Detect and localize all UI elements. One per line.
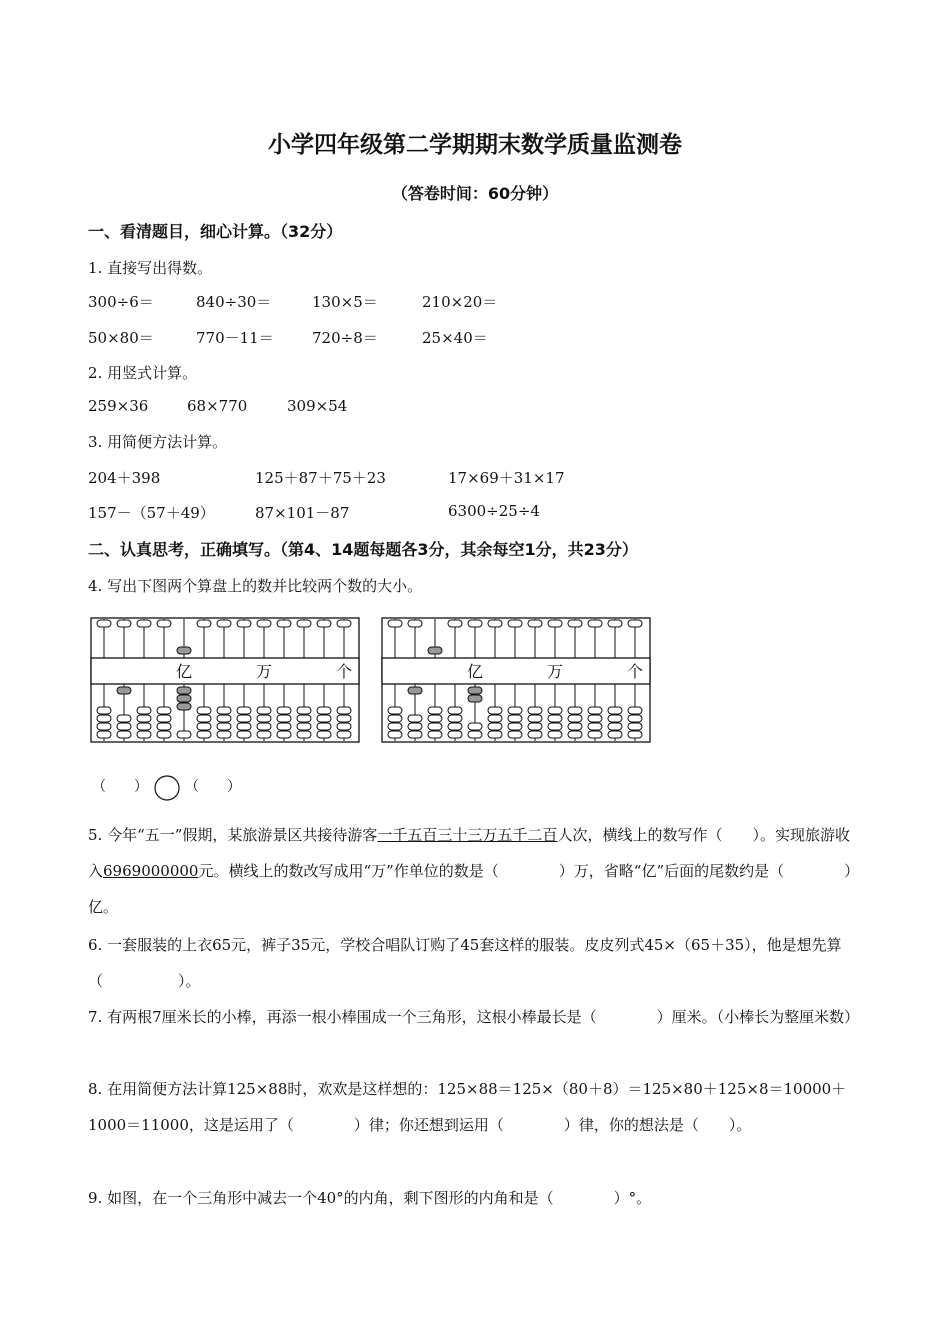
abacus-lower-bead	[488, 707, 502, 714]
abacus-place-label: 个	[626, 662, 644, 681]
q5-underlined-income: 6969000000	[103, 862, 199, 880]
abacus-lower-bead	[428, 707, 442, 714]
abacus-upper-bead	[277, 620, 291, 627]
abacus-lower-bead	[317, 715, 331, 722]
abacus-lower-bead	[157, 723, 171, 730]
q1-item: 840÷30＝	[196, 293, 272, 311]
q5	[88, 817, 863, 925]
abacus-lower-bead	[508, 731, 522, 738]
abacus-lower-bead	[337, 707, 351, 714]
q3-label: 3. 用简便方法计算。	[88, 433, 228, 451]
abacus-lower-bead	[177, 731, 191, 738]
abacus-upper-bead	[488, 620, 502, 627]
abacus-lower-bead	[488, 731, 502, 738]
abacus-lower-bead	[97, 731, 111, 738]
abacus-lower-bead	[297, 723, 311, 730]
abacus-lower-bead	[608, 715, 622, 722]
abacus-lower-bead	[237, 715, 251, 722]
abacus-lower-bead	[117, 715, 131, 722]
abacus-lower-bead	[197, 731, 211, 738]
abacus-place-label: 亿	[175, 662, 193, 681]
abacus-lower-bead	[217, 707, 231, 714]
abacus-lower-bead	[177, 687, 191, 694]
abacus-upper-bead	[257, 620, 271, 627]
q2-label: 2. 用竖式计算。	[88, 364, 198, 382]
q5-text-1: 5. 今年“五一”假期，某旅游景区共接待游客	[88, 826, 378, 844]
abacus-lower-bead	[508, 715, 522, 722]
abacus-lower-bead	[197, 723, 211, 730]
abacus-upper-bead	[428, 647, 442, 654]
abacus-upper-bead	[528, 620, 542, 627]
abacus-upper-bead	[388, 620, 402, 627]
abacus-upper-bead	[337, 620, 351, 627]
abacus-lower-bead	[548, 723, 562, 730]
q3-item: 125＋87＋75＋23	[255, 469, 386, 487]
abacus-upper-bead	[448, 620, 462, 627]
abacus-lower-bead	[317, 707, 331, 714]
abacus-lower-bead	[277, 707, 291, 714]
abacus-lower-bead	[217, 731, 231, 738]
abacus-lower-bead	[257, 731, 271, 738]
abacus-lower-bead	[468, 723, 482, 730]
abacus-lower-bead	[428, 731, 442, 738]
abacus-lower-bead	[508, 707, 522, 714]
abacus-lower-bead	[508, 723, 522, 730]
abacus-lower-bead	[528, 731, 542, 738]
q6: 6. 一套服装的上衣65元，裤子35元，学校合唱队订购了45套这样的服装。皮皮列式45×（65＋35），他是想先算（ ）。	[88, 936, 842, 990]
abacus-lower-bead	[548, 715, 562, 722]
abacus-upper-bead	[628, 620, 642, 627]
abacus-place-label: 万	[546, 662, 564, 681]
abacus-upper-bead	[468, 620, 482, 627]
abacus-lower-bead	[257, 715, 271, 722]
abacus-lower-bead	[157, 707, 171, 714]
abacus-lower-bead	[297, 707, 311, 714]
abacus-lower-bead	[277, 731, 291, 738]
q4-text: 4. 写出下图两个算盘上的数并比较两个数的大小。	[88, 577, 423, 595]
q7: 7. 有两根7厘米长的小棒，再添一根小棒围成一个三角形，这根小棒最长是（ ）厘米。（小棒长为整厘米数）	[88, 1008, 860, 1026]
q1-item: 130×5＝	[312, 293, 378, 311]
abacus-lower-bead	[468, 731, 482, 738]
abacus-lower-bead	[468, 687, 482, 694]
abacus-lower-bead	[588, 723, 602, 730]
abacus-lower-bead	[177, 695, 191, 702]
abacus-lower-bead	[257, 707, 271, 714]
abacus-lower-bead	[277, 715, 291, 722]
abacus-lower-bead	[468, 695, 482, 702]
abacus-lower-bead	[448, 707, 462, 714]
abacus-lower-bead	[237, 731, 251, 738]
abacus-lower-bead	[157, 731, 171, 738]
abacus-lower-bead	[237, 707, 251, 714]
abacus-upper-bead	[117, 620, 131, 627]
abacus-lower-bead	[528, 707, 542, 714]
abacus-upper-bead	[508, 620, 522, 627]
q3-item: 87×101－87	[255, 504, 350, 522]
compare-circle[interactable]	[153, 774, 181, 802]
section-2-heading: 二、认真思考，正确填写。（第4、14题每题各3分，其余每空1分，共23分）	[88, 540, 638, 559]
abacus-lower-bead	[528, 715, 542, 722]
abacus-upper-bead	[97, 620, 111, 627]
abacus-lower-bead	[177, 703, 191, 710]
abacus-lower-bead	[608, 731, 622, 738]
abacus-lower-bead	[448, 723, 462, 730]
abacus-lower-bead	[488, 715, 502, 722]
abacus-lower-bead	[528, 723, 542, 730]
abacus-upper-bead	[588, 620, 602, 627]
abacus-lower-bead	[408, 723, 422, 730]
abacus-upper-bead	[548, 620, 562, 627]
abacus-lower-bead	[548, 731, 562, 738]
abacus-lower-bead	[137, 707, 151, 714]
q9: 9. 如图，在一个三角形中减去一个40°的内角，剩下图形的内角和是（ ）°。	[88, 1189, 652, 1207]
abacus-lower-bead	[428, 715, 442, 722]
abacus-lower-bead	[408, 731, 422, 738]
abacus-lower-bead	[408, 715, 422, 722]
q1-label: 1. 直接写出得数。	[88, 259, 213, 277]
abacus-lower-bead	[488, 723, 502, 730]
abacus-lower-bead	[137, 715, 151, 722]
abacus-1	[90, 617, 362, 745]
abacus-lower-bead	[217, 715, 231, 722]
abacus-lower-bead	[197, 707, 211, 714]
q1-item: 210×20＝	[422, 293, 498, 311]
abacus-lower-bead	[388, 707, 402, 714]
abacus-lower-bead	[197, 715, 211, 722]
abacus-lower-bead	[217, 723, 231, 730]
abacus-lower-bead	[117, 731, 131, 738]
abacus-lower-bead	[628, 715, 642, 722]
abacus-lower-bead	[448, 731, 462, 738]
section-1-heading: 一、看清题目，细心计算。（32分）	[88, 222, 343, 241]
q3-item: 157－（57＋49）	[88, 504, 215, 522]
abacus-lower-bead	[568, 715, 582, 722]
abacus-lower-bead	[588, 731, 602, 738]
q8: 8. 在用简便方法计算125×88时，欢欢是这样想的：125×88＝125×（80＋8）＝125×80＋125×8＝10000＋1000＝11000，这是运用了（ ）律；你还想到运用（ ）律，你的想法是（ ）。	[88, 1080, 847, 1134]
abacus-upper-bead	[157, 620, 171, 627]
abacus-2	[381, 617, 653, 745]
abacus-place-label: 个	[335, 662, 353, 681]
abacus-lower-bead	[388, 715, 402, 722]
abacus-lower-bead	[117, 687, 131, 694]
abacus-lower-bead	[628, 707, 642, 714]
q4-blank-right[interactable]: （ ）	[185, 779, 241, 795]
abacus-place-label: 亿	[466, 662, 484, 681]
abacus-lower-bead	[428, 723, 442, 730]
abacus-lower-bead	[448, 715, 462, 722]
abacus-lower-bead	[317, 723, 331, 730]
abacus-upper-bead	[137, 620, 151, 627]
q5-underlined-number: 一千五百三十三万五千二百	[377, 826, 558, 844]
abacus-lower-bead	[97, 707, 111, 714]
abacus-upper-bead	[408, 620, 422, 627]
q1-item: 770－11＝	[196, 329, 274, 347]
q5-text-3: 元。横线上的数改写成用“万”作单位的数是（ ）万，省略“亿”后面的尾数约是（ ）亿。	[88, 862, 860, 916]
abacus-lower-bead	[588, 707, 602, 714]
abacus-upper-bead	[197, 620, 211, 627]
abacus-lower-bead	[317, 731, 331, 738]
abacus-place-label: 万	[255, 662, 273, 681]
abacus-lower-bead	[608, 707, 622, 714]
abacus-upper-bead	[237, 620, 251, 627]
q3-item: 6300÷25÷4	[448, 502, 540, 520]
q3-item: 17×69＋31×17	[448, 469, 565, 487]
q4-blank-left[interactable]: （ ）	[92, 779, 148, 795]
q1-item: 25×40＝	[422, 329, 488, 347]
abacus-lower-bead	[628, 731, 642, 738]
abacus-lower-bead	[157, 715, 171, 722]
abacus-upper-bead	[297, 620, 311, 627]
abacus-lower-bead	[588, 715, 602, 722]
abacus-lower-bead	[297, 715, 311, 722]
abacus-lower-bead	[408, 687, 422, 694]
abacus-lower-bead	[568, 707, 582, 714]
abacus-upper-bead	[177, 647, 191, 654]
abacus-lower-bead	[297, 731, 311, 738]
q2-item: 259×36	[88, 397, 149, 415]
abacus-beam	[91, 658, 359, 684]
abacus-lower-bead	[568, 731, 582, 738]
abacus-lower-bead	[337, 715, 351, 722]
abacus-lower-bead	[388, 731, 402, 738]
q2-item: 309×54	[287, 397, 348, 415]
abacus-lower-bead	[137, 731, 151, 738]
abacus-lower-bead	[337, 731, 351, 738]
abacus-beam	[382, 658, 650, 684]
abacus-lower-bead	[257, 723, 271, 730]
abacus-upper-bead	[608, 620, 622, 627]
abacus-lower-bead	[388, 723, 402, 730]
abacus-lower-bead	[137, 723, 151, 730]
abacus-upper-bead	[317, 620, 331, 627]
abacus-upper-bead	[568, 620, 582, 627]
abacus-lower-bead	[117, 723, 131, 730]
abacus-lower-bead	[608, 723, 622, 730]
q5-text-2: 人次，横线上的数写作（ ）。实现旅游收入	[88, 826, 850, 880]
page-subtitle: （答卷时间：60分钟）	[391, 184, 559, 203]
abacus-upper-bead	[217, 620, 231, 627]
page-title: 小学四年级第二学期期末数学质量监测卷	[268, 132, 682, 158]
q3-item: 204＋398	[88, 469, 161, 487]
abacus-lower-bead	[97, 715, 111, 722]
q2-item: 68×770	[187, 397, 248, 415]
abacus-lower-bead	[628, 723, 642, 730]
abacus-lower-bead	[97, 723, 111, 730]
abacus-lower-bead	[548, 707, 562, 714]
abacus-lower-bead	[568, 723, 582, 730]
abacus-lower-bead	[277, 723, 291, 730]
q1-item: 50×80＝	[88, 329, 154, 347]
q1-item: 300÷6＝	[88, 293, 154, 311]
abacus-lower-bead	[237, 723, 251, 730]
q1-item: 720÷8＝	[312, 329, 378, 347]
abacus-lower-bead	[337, 723, 351, 730]
